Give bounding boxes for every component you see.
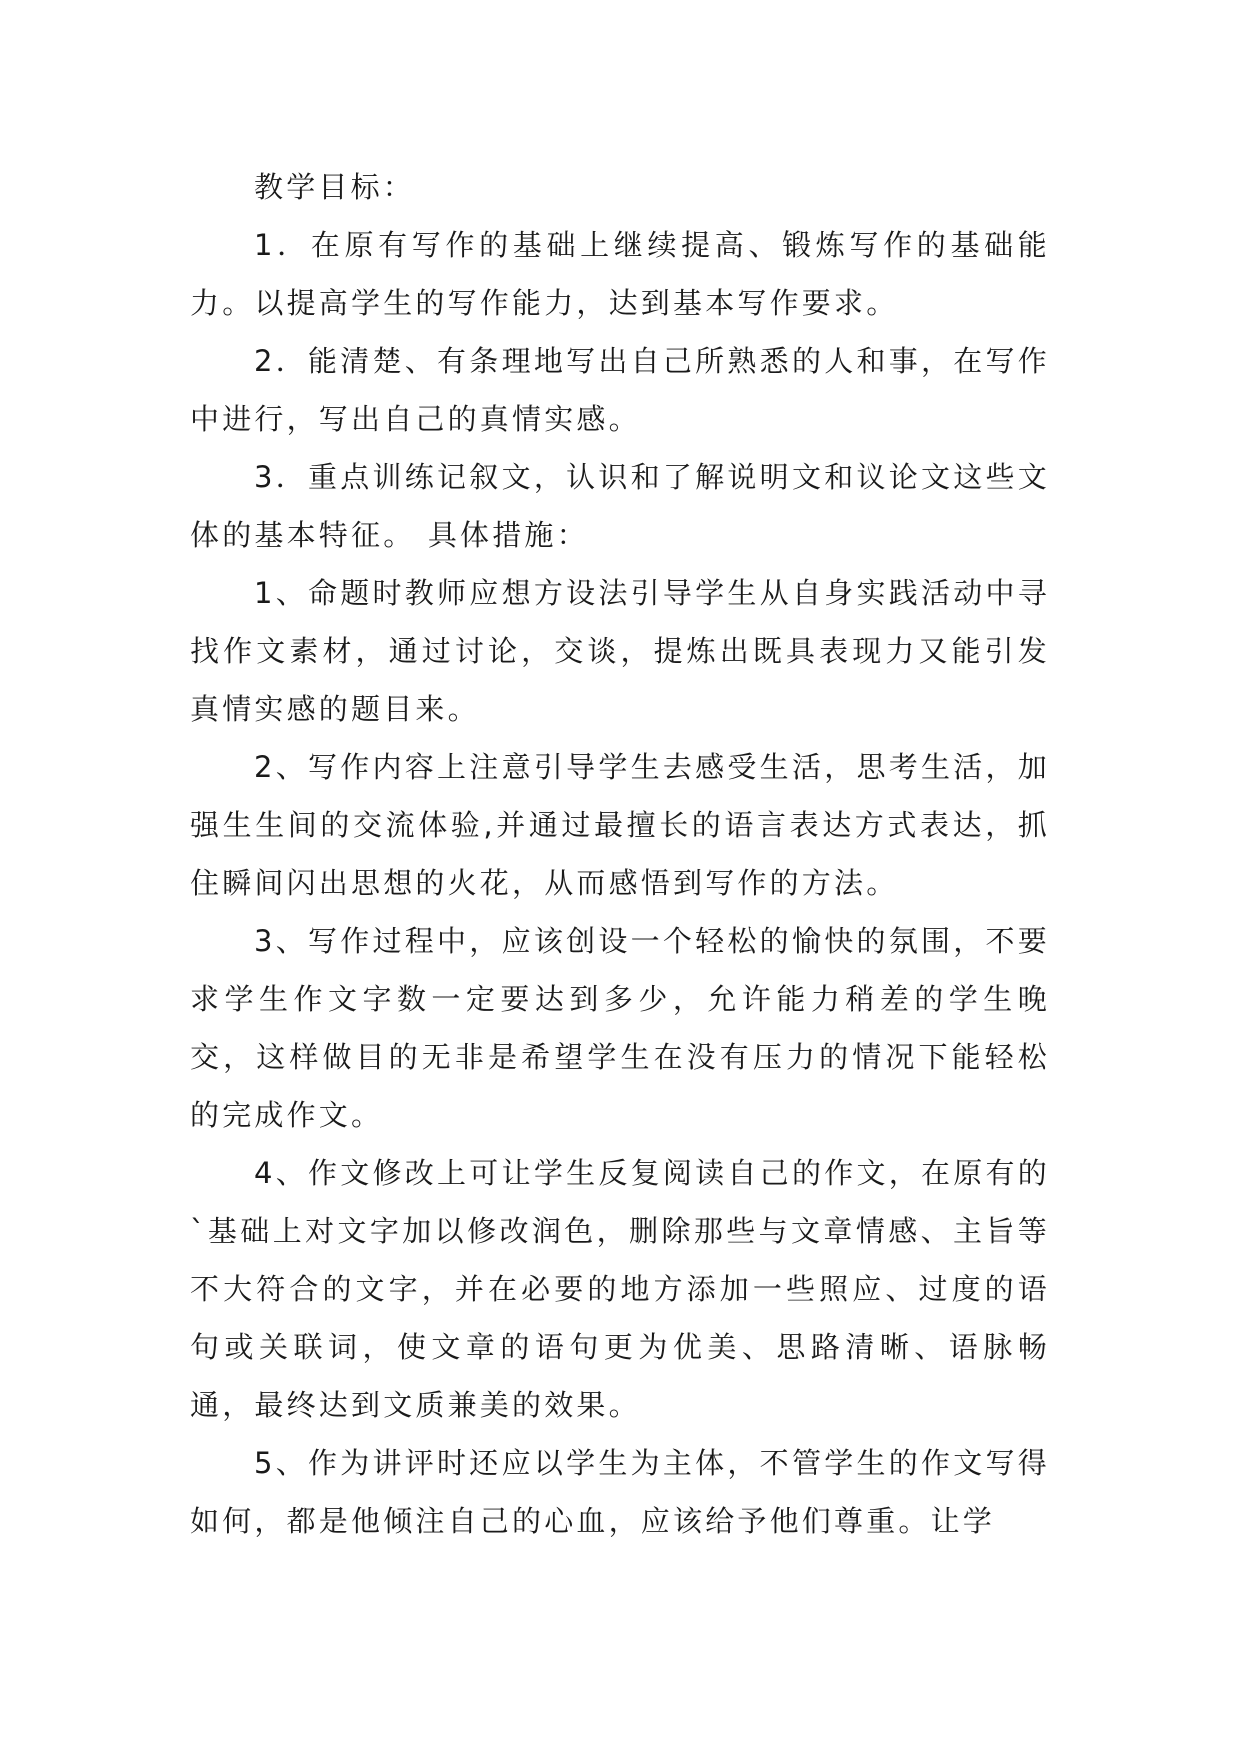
paragraph-measure-3: 3、写作过程中，应该创设一个轻松的愉快的氛围，不要求学生作文字数一定要达到多少，允许能力稍差的学生晚交，这样做目的无非是希望学生在没有压力的情况下能轻松的完成作文。	[190, 924, 1050, 1132]
paragraph-goal-1: 1．在原有写作的基础上继续提高、锻炼写作的基础能力。以提高学生的写作能力，达到基本写作要求。	[190, 228, 1050, 320]
paragraph-measure-1: 1、命题时教师应想方设法引导学生从自身实践活动中寻找作文素材，通过讨论，交谈，提炼出既具表现力又能引发真情实感的题目来。	[190, 576, 1050, 726]
document-body	[190, 158, 1050, 1550]
paragraph-measure-2: 2、写作内容上注意引导学生去感受生活，思考生活，加强生生间的交流体验,并通过最擅长的语言表达方式表达，抓住瞬间闪出思想的火花，从而感悟到写作的方法。	[190, 750, 1050, 900]
paragraph-teaching-goals-heading: 教学目标：	[254, 170, 416, 204]
paragraph-goal-2: 2．能清楚、有条理地写出自己所熟悉的人和事，在写作中进行，写出自己的真情实感。	[190, 344, 1050, 436]
paragraph-measure-5: 5、作为讲评时还应以学生为主体，不管学生的作文写得如何，都是他倾注自己的心血，应该给予他们尊重。让学	[190, 1446, 1050, 1538]
paragraph-goal-3: 3．重点训练记叙文，认识和了解说明文和议论文这些文体的基本特征。 具体措施：	[190, 460, 1050, 552]
paragraph-measure-4: 4、作文修改上可让学生反复阅读自己的作文，在原有的`基础上对文字加以修改润色，删除那些与文章情感、主旨等不大符合的文字，并在必要的地方添加一些照应、过度的语句或关联词，使文章的语句更为优美、思路清晰、语脉畅通，最终达到文质兼美的效果。	[190, 1156, 1050, 1422]
